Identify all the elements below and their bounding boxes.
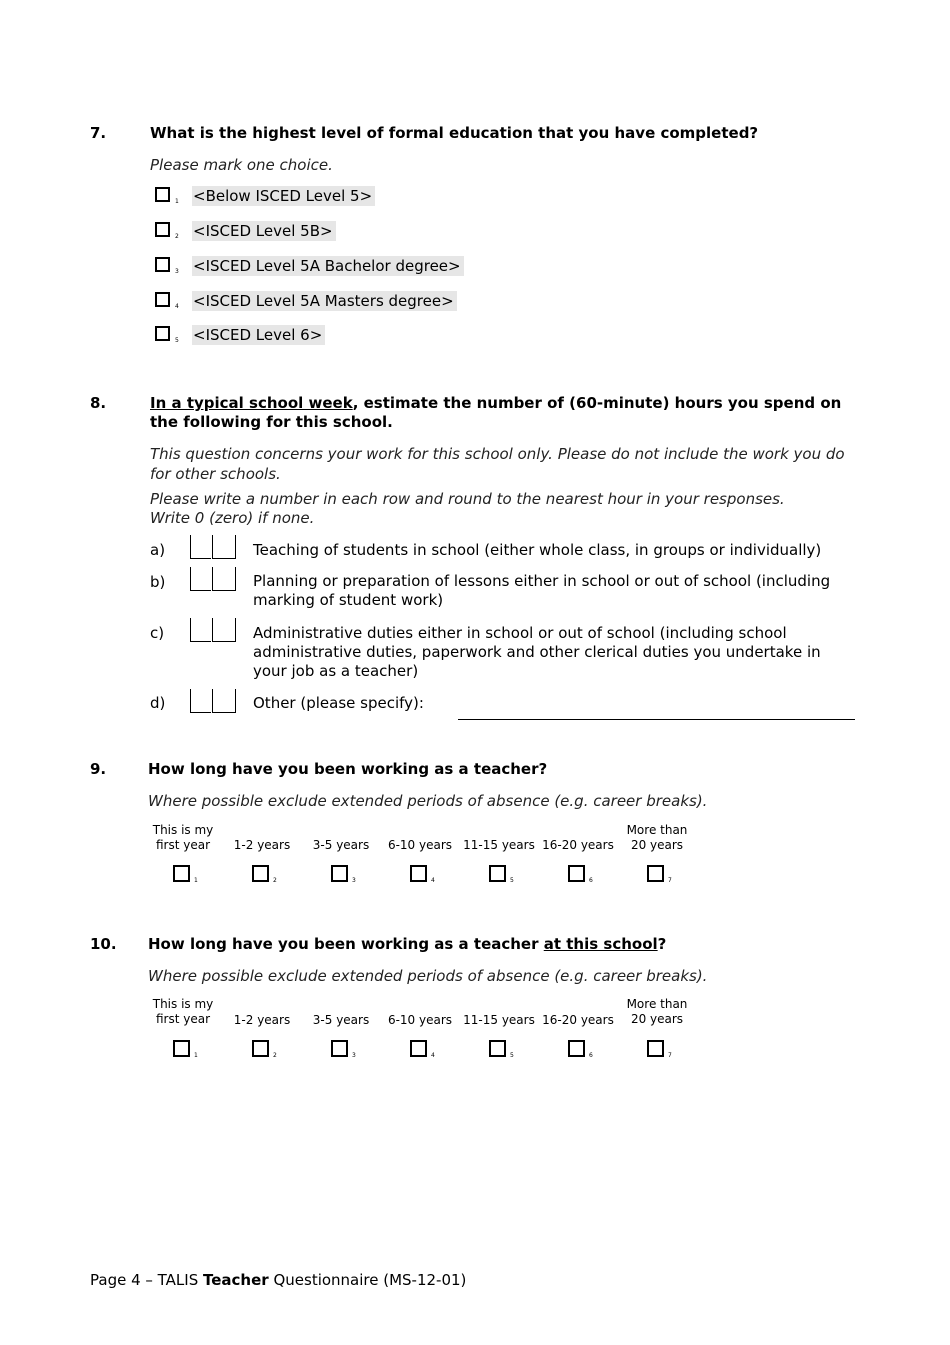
q10-question-underlined: at this school: [543, 935, 658, 953]
checkbox-icon[interactable]: [155, 292, 170, 307]
q9-number: 9.: [90, 760, 107, 778]
q10-scale-4-label: 6-10 years: [387, 1013, 453, 1027]
q10-number: 10.: [90, 935, 117, 953]
q10-scale-7-label: More than 20 years: [626, 997, 688, 1026]
q10-option-1[interactable]: 1: [173, 1040, 190, 1057]
option-code: 3: [175, 268, 179, 275]
checkbox-icon[interactable]: [410, 865, 427, 882]
checkbox-icon[interactable]: [252, 865, 269, 882]
checkbox-icon[interactable]: [647, 865, 664, 882]
q10-option-7[interactable]: 7: [647, 1040, 664, 1057]
q8-question-underlined: In a typical school week: [150, 394, 353, 412]
q9-scale-3-label: 3-5 years: [312, 838, 370, 852]
q10-scale-1-label: This is my first year: [152, 997, 214, 1026]
q9-question: How long have you been working as a teacher?: [148, 760, 548, 778]
option-code: 4: [175, 303, 179, 310]
q8-row-c-letter: c): [150, 624, 165, 642]
q8-row-c-hours-input[interactable]: [190, 618, 236, 642]
q8-instruction-1: This question concerns your work for this school only. Please do not include the work you do for other schools.: [150, 445, 845, 483]
q8-row-b-hours-input[interactable]: [190, 567, 236, 591]
q10-scale-5-label: 11-15 years: [463, 1013, 535, 1027]
checkbox-icon[interactable]: [568, 865, 585, 882]
q9-option-7[interactable]: 7: [647, 865, 664, 882]
q10-question: How long have you been working as a teacher at this school?: [148, 935, 667, 953]
q8-row-a-hours-input[interactable]: [190, 535, 236, 559]
q8-instruction-2a: Please write a number in each row and round to the nearest hour in your responses.: [150, 490, 785, 508]
checkbox-icon[interactable]: [155, 257, 170, 272]
option-label: <Below ISCED Level 5>: [192, 186, 375, 206]
option-label: <ISCED Level 5A Masters degree>: [192, 291, 457, 311]
q8-number: 8.: [90, 394, 107, 412]
checkbox-icon[interactable]: [173, 1040, 190, 1057]
q10-scale-2-label: 1-2 years: [233, 1013, 291, 1027]
q10-scale-3-label: 3-5 years: [312, 1013, 370, 1027]
q10-option-6[interactable]: 6: [568, 1040, 585, 1057]
q9-scale-4-label: 6-10 years: [387, 838, 453, 852]
option-label: <ISCED Level 5B>: [192, 221, 336, 241]
checkbox-icon[interactable]: [155, 222, 170, 237]
q9-option-4[interactable]: 4: [410, 865, 427, 882]
checkbox-icon[interactable]: [252, 1040, 269, 1057]
q9-scale-2-label: 1-2 years: [233, 838, 291, 852]
q10-instruction: Where possible exclude extended periods of absence (e.g. career breaks).: [148, 967, 708, 985]
q8-row-d-hours-input[interactable]: [190, 689, 236, 713]
checkbox-icon[interactable]: [647, 1040, 664, 1057]
q9-option-1[interactable]: 1: [173, 865, 190, 882]
q9-option-6[interactable]: 6: [568, 865, 585, 882]
q9-scale-7-label: More than 20 years: [626, 823, 688, 852]
q10-option-5[interactable]: 5: [489, 1040, 506, 1057]
page-footer: Page 4 – TALIS Teacher Questionnaire (MS-12-01): [90, 1271, 467, 1289]
checkbox-icon[interactable]: [489, 865, 506, 882]
checkbox-icon[interactable]: [489, 1040, 506, 1057]
checkbox-icon[interactable]: [173, 865, 190, 882]
option-label: <ISCED Level 6>: [192, 325, 325, 345]
q8-row-b-letter: b): [150, 573, 166, 591]
checkbox-icon[interactable]: [155, 326, 170, 341]
q9-option-5[interactable]: 5: [489, 865, 506, 882]
q9-scale-1-label: This is my first year: [152, 823, 214, 852]
q10-scale-6-label: 16-20 years: [542, 1013, 614, 1027]
q9-option-2[interactable]: 2: [252, 865, 269, 882]
q9-instruction: Where possible exclude extended periods of absence (e.g. career breaks).: [148, 792, 708, 810]
q7-instruction: Please mark one choice.: [150, 156, 333, 174]
option-label: <ISCED Level 5A Bachelor degree>: [192, 256, 464, 276]
option-code: 1: [175, 198, 179, 205]
q10-option-4[interactable]: 4: [410, 1040, 427, 1057]
checkbox-icon[interactable]: [331, 865, 348, 882]
q8-question-rest: , estimate the number of (60-minute) hours you spend on the following for this school.: [150, 394, 842, 431]
q7-number: 7.: [90, 124, 107, 142]
q8-question: [150, 394, 850, 432]
checkbox-icon[interactable]: [155, 187, 170, 202]
q8-row-a-letter: a): [150, 541, 166, 559]
q7-question: What is the highest level of formal education that you have completed?: [150, 124, 759, 142]
q8-row-b-text: Planning or preparation of lessons either in school or out of school (including marking of student work): [253, 572, 831, 609]
q10-option-2[interactable]: 2: [252, 1040, 269, 1057]
q10-option-3[interactable]: 3: [331, 1040, 348, 1057]
q8-row-c-text: Administrative duties either in school or out of school (including school administrative duties, paperwork and other clerical duties you undertake in your job as a teacher): [253, 624, 821, 680]
option-code: 5: [175, 337, 179, 344]
checkbox-icon[interactable]: [568, 1040, 585, 1057]
checkbox-icon[interactable]: [331, 1040, 348, 1057]
q9-scale-5-label: 11-15 years: [463, 838, 535, 852]
q8-row-d-letter: d): [150, 694, 166, 712]
checkbox-icon[interactable]: [410, 1040, 427, 1057]
q8-row-d-text: Other (please specify):: [253, 694, 424, 712]
q9-option-3[interactable]: 3: [331, 865, 348, 882]
q8-other-specify-input[interactable]: [458, 719, 855, 720]
q8-row-a-text: Teaching of students in school (either whole class, in groups or individually): [253, 541, 822, 559]
option-code: 2: [175, 233, 179, 240]
q9-scale-6-label: 16-20 years: [542, 838, 614, 852]
q8-instruction-2b: Write 0 (zero) if none.: [150, 509, 315, 527]
